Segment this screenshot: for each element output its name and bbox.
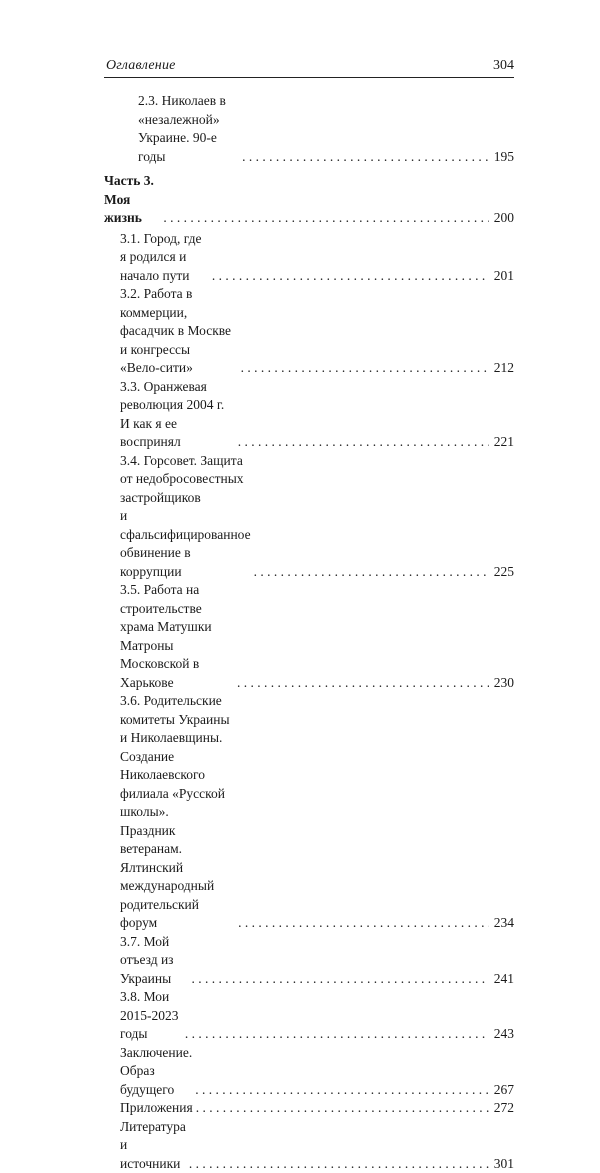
toc-entry-line: 2.3. Николаев в «незалежной» Украине. 90-е годы	[138, 92, 239, 166]
toc-entry-title	[104, 285, 238, 378]
toc-entry-page: 195	[492, 148, 514, 167]
toc-entry-title	[104, 92, 239, 166]
toc-entry-title	[104, 1118, 186, 1173]
toc-entry	[104, 378, 514, 452]
toc-entry-line: 3.7. Мой отъезд из Украины	[120, 933, 188, 989]
toc-entry-line: 3.4. Горсовет. Защита от недобросовестных застройщиков	[120, 452, 251, 508]
toc-entry	[104, 1044, 514, 1100]
toc-entry-title	[104, 378, 235, 452]
toc-entry	[104, 92, 514, 166]
toc-entry-page: 234	[492, 914, 514, 933]
toc-entry-line: 3.3. Оранжевая революция 2004 г. И как я ее воспринял	[120, 378, 235, 452]
toc-entry-line: 3.5. Работа на строительстве храма Матушки Матроны	[120, 581, 234, 655]
toc-entry-title	[104, 933, 188, 989]
toc-entry-title	[104, 581, 234, 692]
toc-entry-line: 3.6. Родительские комитеты Украины и Николаевщины.	[120, 692, 235, 748]
toc-entry	[104, 285, 514, 378]
toc-entry-page: 272	[492, 1099, 514, 1118]
toc-entry	[104, 1099, 514, 1118]
toc-dot-leader	[185, 1025, 489, 1044]
toc-entry-line: родительский форум	[120, 896, 235, 933]
running-header	[104, 55, 514, 78]
toc-entry-line: 3.1. Город, где я родился и начало пути	[120, 230, 209, 286]
toc-entry-title	[104, 230, 209, 286]
toc-dot-leader	[191, 970, 489, 989]
toc-entry-line: Часть 3. Моя жизнь	[104, 172, 160, 228]
toc-entry-page: 221	[492, 433, 514, 452]
toc-dot-leader	[189, 1155, 489, 1173]
toc-dot-leader	[212, 267, 489, 286]
toc-entry-page: 212	[492, 359, 514, 378]
toc-dot-leader	[163, 209, 489, 228]
toc-entry	[104, 172, 514, 228]
toc-entry-page: 241	[492, 970, 514, 989]
toc-entry-line: и сфальсифицированное обвинение в коррупции	[120, 507, 251, 581]
toc-dot-leader	[238, 433, 489, 452]
toc-entry-line: 3.2. Работа в коммерции, фасадчик в Москве и конгрессы	[120, 285, 238, 359]
toc-entry	[104, 452, 514, 582]
toc-entry	[104, 988, 514, 1044]
toc-entry	[104, 230, 514, 286]
toc-dot-leader	[242, 148, 489, 167]
toc-dot-leader	[195, 1081, 489, 1100]
toc-dot-leader	[241, 359, 489, 378]
toc-entry-line: «Вело-сити»	[120, 359, 238, 378]
toc-entry-page: 225	[492, 563, 514, 582]
toc-entry-page: 200	[492, 209, 514, 228]
toc-entry-title	[104, 988, 182, 1044]
toc-entry-title	[104, 172, 160, 228]
toc-entry-page: 201	[492, 267, 514, 286]
toc-entry-line: Заключение. Образ будущего	[120, 1044, 192, 1100]
toc-entry-line: Литература и источники	[120, 1118, 186, 1173]
toc-entry	[104, 692, 514, 933]
table-of-contents	[104, 92, 514, 1173]
toc-entry	[104, 933, 514, 989]
toc-entry-line: Создание Николаевского филиала «Русской школы».	[120, 748, 235, 822]
toc-entry-line: Московской в Харькове	[120, 655, 234, 692]
toc-entry-page: 230	[492, 674, 514, 693]
toc-entry-title	[104, 1099, 193, 1118]
toc-dot-leader	[196, 1099, 489, 1118]
toc-entry	[104, 581, 514, 692]
toc-entry-line: Праздник ветеранам. Ялтинский международный	[120, 822, 235, 896]
toc-entry-title	[104, 692, 235, 933]
header-title: Оглавление	[106, 58, 176, 74]
toc-entry-line: Приложения	[120, 1099, 193, 1118]
toc-entry	[104, 1118, 514, 1173]
toc-dot-leader	[237, 674, 489, 693]
toc-dot-leader	[238, 914, 489, 933]
toc-entry-title	[104, 452, 251, 582]
toc-entry-page: 267	[492, 1081, 514, 1100]
toc-entry-line: 3.8. Мои 2015-2023 годы	[120, 988, 182, 1044]
toc-entry-page: 301	[492, 1155, 514, 1173]
header-page-number: 304	[493, 58, 514, 74]
toc-entry-page: 243	[492, 1025, 514, 1044]
toc-entry-title	[104, 1044, 192, 1100]
toc-dot-leader	[254, 563, 489, 582]
